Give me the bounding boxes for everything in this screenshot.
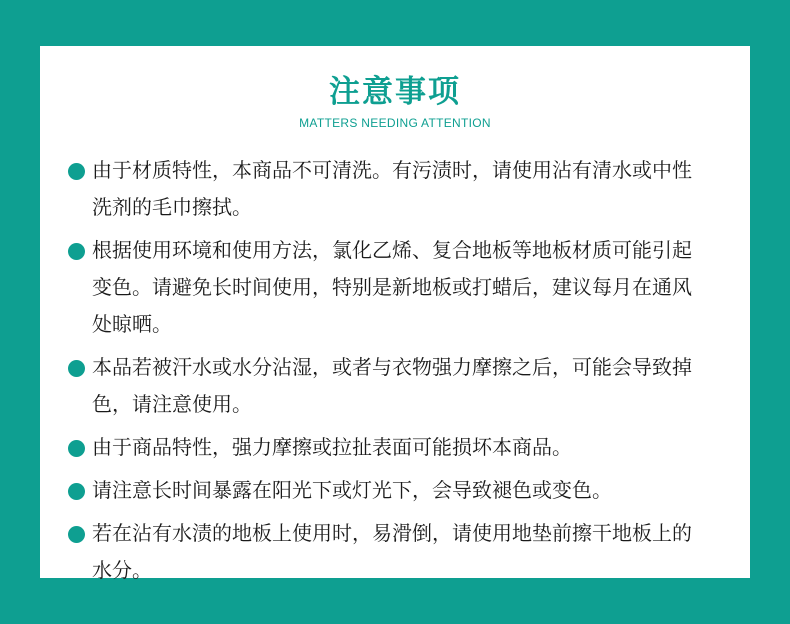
list-item bbox=[68, 232, 698, 343]
list-item bbox=[68, 349, 698, 423]
list-item bbox=[68, 429, 698, 466]
notes-list bbox=[68, 152, 698, 595]
page-title: 注意事项 bbox=[329, 74, 461, 110]
note-text: 本品若被汗水或水分沾湿，或者与衣物强力摩擦之后，可能会导致掉色，请注意使用。 bbox=[92, 355, 692, 416]
list-item bbox=[68, 152, 698, 226]
note-text: 请注意长时间暴露在阳光下或灯光下，会导致褪色或变色。 bbox=[92, 478, 612, 502]
note-text: 若在沾有水渍的地板上使用时，易滑倒，请使用地垫前擦干地板上的水分。 bbox=[92, 521, 692, 582]
note-text: 由于商品特性，强力摩擦或拉扯表面可能损坏本商品。 bbox=[92, 435, 572, 459]
page-subtitle: MATTERS NEEDING ATTENTION bbox=[299, 116, 491, 130]
bullet-dot-icon bbox=[68, 526, 85, 543]
list-item bbox=[68, 472, 698, 509]
bullet-dot-icon bbox=[68, 360, 85, 377]
bullet-dot-icon bbox=[68, 483, 85, 500]
notice-card bbox=[40, 46, 750, 582]
bullet-dot-icon bbox=[68, 243, 85, 260]
note-text: 由于材质特性，本商品不可清洗。有污渍时，请使用沾有清水或中性洗剂的毛巾擦拭。 bbox=[92, 158, 692, 219]
bullet-dot-icon bbox=[68, 440, 85, 457]
note-text: 根据使用环境和使用方法，氯化乙烯、复合地板等地板材质可能引起变色。请避免长时间使用，特别是新地板或打蜡后，建议每月在通风处晾晒。 bbox=[92, 238, 692, 336]
list-item bbox=[68, 515, 698, 589]
bullet-dot-icon bbox=[68, 163, 85, 180]
